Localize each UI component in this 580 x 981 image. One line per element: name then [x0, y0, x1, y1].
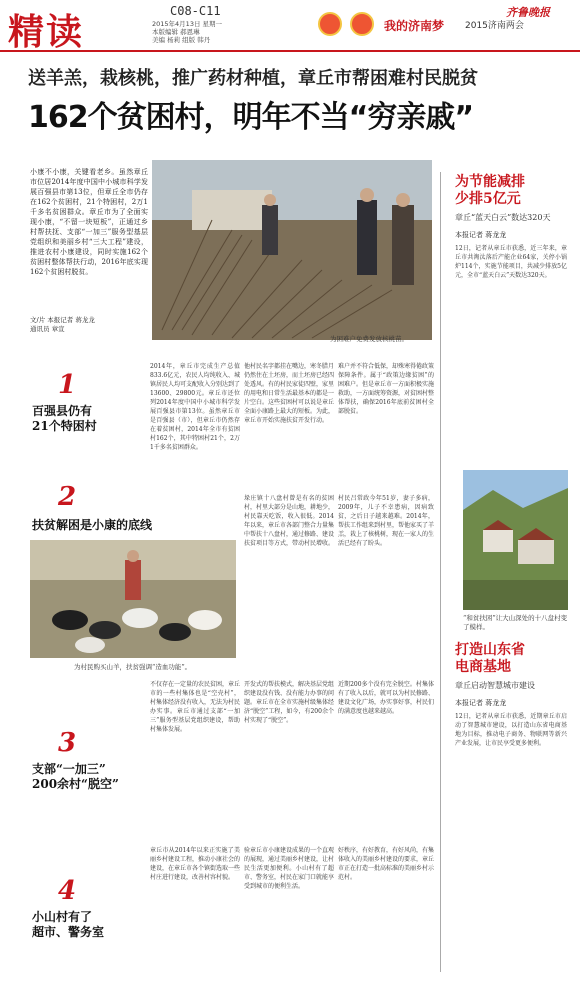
page-code: C08-C11: [170, 4, 221, 18]
sidebar-1-body: 12日，记者从章丘市获悉，近三年来，章丘市共淘汰落后产能企业64家，关停小锅炉114个，实施节能项目，共减少排放5亿元，全市“蓝天白云”天数达320天。: [455, 245, 567, 279]
main-photo-image: [152, 160, 432, 340]
slogan: 我的济南梦: [384, 19, 445, 33]
section-1-column-a: 2014年，章丘市完成生产总值833.6亿元，农民人均纯收入、城镇居民人均可支配收入分别达到了13600、29800元。章丘市还位列2014年度中国中小城市科学发展百强县市第13位。虽然章丘市是百强县（市），但章丘市仍然存在着贫困村，2014年全市有贫困村162个，其中特困村21个，2万1千多名贫困群众。: [150, 363, 240, 451]
section-1-title: [32, 404, 97, 434]
section-title-line: 小山村有了: [32, 910, 93, 924]
main-photo: [152, 160, 432, 340]
sidebar-title-line: 少排5亿元: [455, 191, 521, 207]
session-label: 2015济南两会: [465, 21, 524, 31]
section-4-column-a: 章丘市从2014年以来正实施了美丽乡村建设工程，推动小康社会的建设，在章丘市各个镇街选取一些村庄进行建设，改善村容村貌。: [150, 847, 240, 881]
byline-line: 通讯员 章宣: [30, 325, 65, 333]
goat-photo-caption: 为村民购买山羊，扶贫强调“造血功能”。: [74, 663, 192, 671]
section-3-column-c: 近期200多个没有完全脱空。村集体有了收入以后，就可以为村民修路、建设文化广场，办实事好事，村民们的满意度也越来越高。: [338, 681, 434, 715]
article-byline: [30, 316, 95, 334]
byline-line: 文/片 本报记者 蒋龙龙: [30, 316, 95, 324]
article-lead: 小康不小康，关键看老乡。虽然章丘市位居2014年度中国中小城市科学发展百强县市第13位，但章丘全市仍存在162个贫困村，21个特困村，2万1千多名贫困群众。章丘市为了全面实现小康，“不留一块短板”，正通过乡村帮扶抚、支部“一加三”服务型基层党组织和美丽乡村“三大工程”建设，推进农村小康建设，同时实施162个贫困村整体帮扶行动，2016年底实现162个贫困村脱贫。: [30, 168, 148, 276]
section-3-column-a: 不仅存在一定量的农民贫困，章丘市的一些村集体也是“空壳村”，村集体经济没有收入，无法为村民办实事。章丘市通过支部“一加三”服务型基层党组织建设，帮助村集体发展。: [150, 681, 240, 733]
section-1-column-b: 他村民名字都挂在嘴边，寒冬腊月仍然住在土坯房，而土坯房已经四处透风。有的村民家徒四壁，家里的用电和日常生活最基本的都是一片空白。这些贫困村可以说是章丘全面小康路上最大的短板。为此，章丘市开始实施扶贫开发行动。: [244, 363, 334, 424]
section-4-column-c: 好秩序，有好教育，有好风尚，有集体收入的美丽乡村建设的要求，章丘市正在打造一批高标准的美丽乡村示范村。: [338, 847, 434, 881]
section-2-title: 扶贫解困是小康的底线: [32, 518, 153, 532]
sidebar-2-author: 本报记者 蒋龙龙: [455, 699, 507, 707]
goat-photo: [30, 540, 236, 658]
party-emblem-icon: [350, 12, 374, 36]
section-title-line: 200余村“脱空”: [32, 777, 119, 791]
meta-line: 美编 杨莉 组版 韩丹: [152, 36, 211, 44]
sidebar-1-author: 本报记者 蒋龙龙: [455, 231, 507, 239]
sidebar-1-subtitle: 章丘“蓝天白云”数达320天: [455, 213, 551, 222]
section-2-column-b: 村民吕常政今年51岁，妻子多病，2009年，儿子不幸患病，因病致贫，之后日子越来越难。2014年，帮扶工作组来到村里，帮他家买了羊羔，栽上了核桃树，现在一家人的生活已经有了盼头。: [338, 495, 434, 547]
sidebar-title-line: 电商基地: [455, 659, 511, 675]
sidebar-title-line: 为节能减排: [455, 174, 525, 190]
section-2-number: 2: [58, 482, 77, 512]
sidebar-title-line: 打造山东省: [455, 642, 525, 658]
main-photo-caption: 为困难户免费发放核桃苗。: [330, 335, 408, 343]
sidebar-2-body: 12日，记者从章丘市获悉，近期章丘市启动了智慧城市建设，以打造山东省电商基地为目标，推动电子商务、物联网等新兴产业发展，让市民享受更多便利。: [455, 713, 567, 747]
section-4-column-b: 验章丘市小康建设成果的一个直观的展现，通过美丽乡村建设，让村民生活更加便利。小山村有了超市、警务室，村民在家门口就能享受到城市的便利生活。: [244, 847, 334, 890]
article-kicker: 送羊羔，栽核桃，推广药材种植，章丘市帮困难村民脱贫: [28, 68, 478, 89]
sidebar-1-title: [455, 174, 525, 208]
meta-line: 本版编辑 郝恩琳: [152, 28, 200, 36]
section-3-title: [32, 762, 119, 792]
section-4-number: 4: [58, 876, 77, 906]
newspaper-logo: 齐鲁晚报: [506, 6, 550, 19]
article-headline: 162个贫困村，明年不当“穷亲戚”: [28, 100, 474, 135]
section-title-line: 支部“一加三”: [32, 762, 106, 776]
meta-line: 2015年4月13日 星期一: [152, 20, 223, 28]
section-title-line: 21个特困村: [32, 419, 97, 433]
section-1-number: 1: [58, 370, 77, 400]
section-title: 精读: [8, 12, 85, 53]
national-emblem-icon: [318, 12, 342, 36]
sidebar-2-title: [455, 642, 525, 676]
masthead: [0, 0, 580, 52]
sidebar-photo-image: [463, 470, 568, 610]
masthead-meta: [152, 20, 252, 44]
section-1-column-c: 难户并不符合低保，却殊寒得倦政策保障条件。属于“政策边缘贫困”的困难户。但是章丘市一方面积极实施救助，一方面统筹资源，对贫困村整体帮扶，确保2016年底前贫困村全部脱贫。: [338, 363, 434, 415]
column-divider: [440, 172, 441, 972]
sidebar-photo-caption: “和贫扶困”让大山深处的十八盘村变了模样。: [463, 614, 568, 631]
goat-photo-image: [30, 540, 236, 658]
sidebar-2-subtitle: 章丘启动智慧城市建设: [455, 681, 535, 690]
section-4-title: [32, 910, 104, 940]
section-2-column-a: 垛庄镇十八盘村曾是有名的贫困村，村里大部分是山地，耕地少，村民靠天吃饭，收入很低。2014年以来，章丘市各部门整合力量集中帮扶十八盘村，通过修路、建设扶贫项目等方式，带动村民增收。: [244, 495, 334, 547]
sidebar-photo: [463, 470, 568, 610]
section-title-line: 百强县仍有: [32, 404, 93, 418]
section-title-line: 超市、警务室: [32, 925, 105, 939]
section-3-number: 3: [58, 728, 77, 758]
section-3-column-b: 开发式的帮扶模式，解决基层党组织建设没有钱、没有能力办事的问题。章丘市在全市实施村级集体经济“脱空”工程，如今，有200余个村实现了“脱空”。: [244, 681, 334, 724]
